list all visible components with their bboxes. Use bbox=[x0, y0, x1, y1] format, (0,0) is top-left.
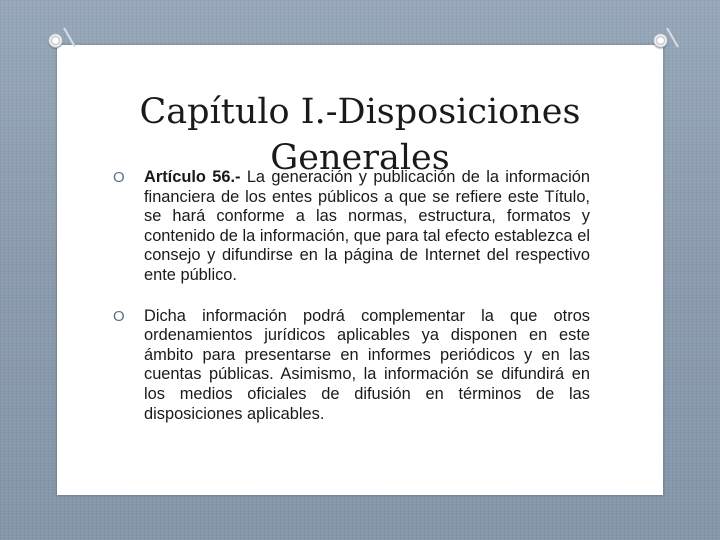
bullet-lead: Artículo 56.- bbox=[144, 168, 241, 186]
bullet-item-dicha-informacion bbox=[113, 307, 590, 425]
bullet-text: Dicha información podrá complementar la que otros ordenamientos jurídicos aplicables ya disponen en este ámbito para presentarse en informes periódicos y en las cuentas públicas. Asimismo, la información se difundirá en los medios oficiales de difusión en términos de las disposiciones aplicables. bbox=[144, 306, 590, 423]
grommet-right-icon bbox=[653, 33, 668, 48]
bullet-marker-icon: O bbox=[113, 307, 125, 325]
grommet-left-icon bbox=[48, 33, 63, 48]
title-line-2: Generales bbox=[270, 138, 450, 179]
bullet-text: La generación y publicación de la información financiera de los entes públicos a que se refiere este Título, se hará conforme a las normas, estructura, formatos y contenido de la información, que para tal efecto establezca el consejo y difundirse en la página de Internet del respectivo ente público. bbox=[144, 168, 591, 284]
bullet-item-articulo-56 bbox=[113, 168, 590, 286]
bullet-marker-icon: O bbox=[113, 169, 125, 186]
bullet-list bbox=[113, 168, 590, 445]
title-line-1: Capítulo I.-Disposiciones bbox=[139, 92, 581, 133]
tie-right bbox=[666, 28, 679, 48]
